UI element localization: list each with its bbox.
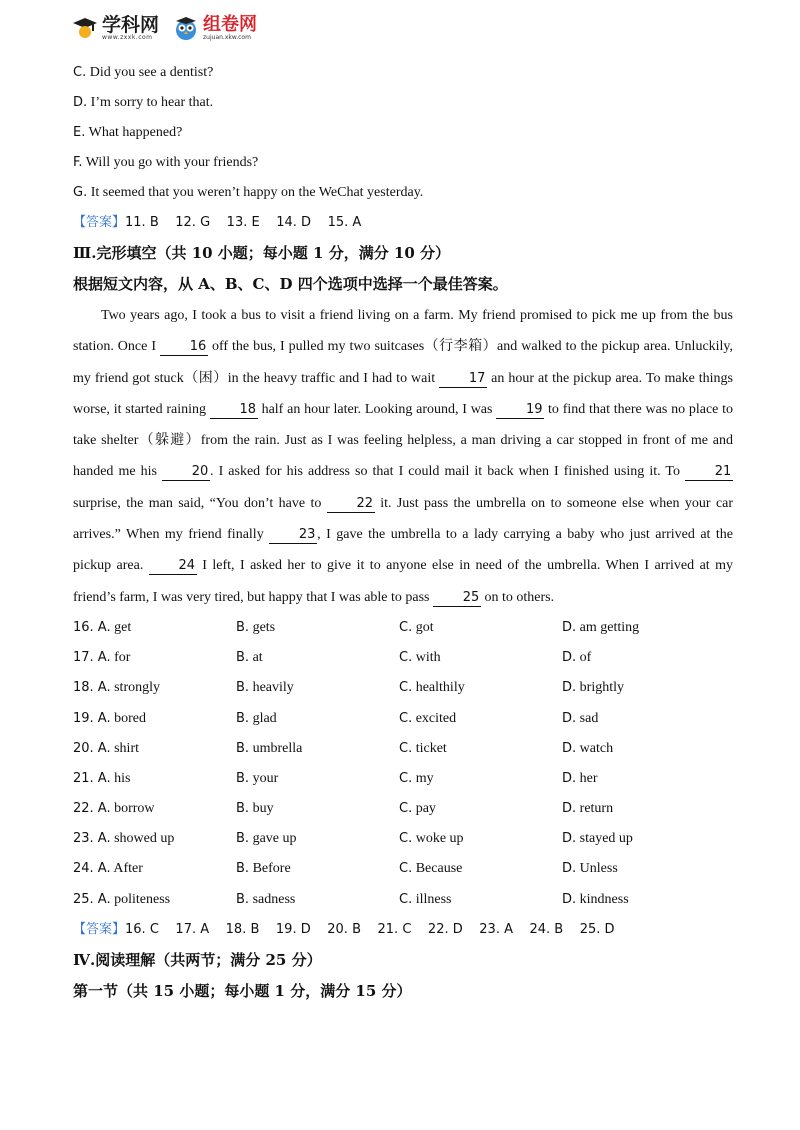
choice-label: D. [562,770,577,786]
choice-row [73,643,733,673]
choice-label: C. [399,891,413,907]
choice-label: D. [562,710,577,726]
choice-option [399,704,562,734]
choice-label: B. [236,891,250,907]
choice-option [399,824,562,854]
choice-text: glad [252,710,277,726]
choice-option [236,704,399,734]
option-letter: G. [73,185,88,200]
choice-option [399,734,562,764]
blank-21: 21 [685,464,733,481]
passage-text: surprise, the man said, “You don’t have to [73,495,322,511]
choice-option [562,824,725,854]
zujuan-logo-url: zujuan.xkw.com [203,33,251,41]
choice-text: heavily [252,680,294,696]
answer-text: 16. C 17. A 18. B 19. D 20. B 21. C 22. D 23. A 24. B 25. D [125,921,615,937]
answer-line-2 [73,915,733,945]
choice-row [73,885,733,915]
choice-text: her [579,770,598,786]
choice-text: stayed up [579,831,633,847]
choice-text: After [113,861,143,877]
choice-option [562,794,725,824]
choice-text: get [114,619,132,635]
choice-text: strongly [114,680,160,696]
choices-list [73,613,733,915]
choice-option [399,764,562,794]
section-3-title: Ⅲ.完形填空（共 10 小题；每小题 1 分，满分 10 分） [73,244,451,262]
choice-option [399,854,562,884]
choice-option [236,794,399,824]
choice-text: his [114,770,131,786]
choice-text: showed up [114,831,175,847]
choice-text: borrow [114,801,155,817]
choice-text: brightly [579,680,624,696]
choice-label: 23. A. [73,831,111,847]
choice-option [562,885,725,915]
choice-row [73,764,733,794]
choice-text: at [252,650,263,666]
choice-text: gets [252,619,276,635]
option-g [73,178,733,208]
choice-option [73,794,236,824]
choice-text: Because [415,861,463,877]
option-e [73,118,733,148]
blank-18: 18 [210,402,258,419]
choice-text: watch [579,740,614,756]
passage-text: on to others. [484,589,555,605]
choice-text: am getting [579,619,640,635]
choice-option [562,673,725,703]
choice-option [399,794,562,824]
choice-label: 22. A. [73,801,111,817]
blank-20: 20 [162,464,210,481]
choice-option [73,613,236,643]
answer-text: 11. B 12. G 13. E 14. D 15. A [125,215,362,230]
owl-icon [173,15,199,41]
choice-label: B. [236,710,250,726]
choice-text: politeness [114,891,171,907]
choice-text: shirt [114,740,139,756]
zxxk-logo [72,15,159,41]
choice-text: Unless [579,861,618,877]
blank-23: 23 [269,527,317,544]
choice-option [399,613,562,643]
choice-label: 19. A. [73,710,111,726]
section-3-instruction: 根据短文内容，从 A、B、C、D 四个选项中选择一个最佳答案。 [73,275,508,293]
option-text: Did you see a dentist? [89,65,214,80]
choice-label: B. [236,619,250,635]
document-body [73,58,733,1007]
passage-text: Two years ago, I took a bus to visit a friend living on a farm. My friend promised to pick me up from the bus station. Once I [73,308,733,355]
choice-text: my [415,770,434,786]
choice-label: 17. A. [73,650,111,666]
choice-label: 18. A. [73,680,111,696]
option-text: It seemed that you weren’t happy on the WeChat yesterday. [90,185,424,200]
cloze-passage [73,300,733,613]
choice-label: D. [562,831,577,847]
choice-label: D. [562,680,577,696]
choice-option [236,824,399,854]
choice-option [73,824,236,854]
choice-label: C. [399,680,413,696]
section-4-title: Ⅳ.阅读理解（共两节；满分 25 分） [73,950,322,969]
option-letter: E. [73,125,86,140]
answer-tag: 【答案】 [73,215,126,230]
choice-label: B. [236,861,250,877]
choice-text: pay [415,801,436,817]
passage-text: , I gave the umbrella to a lady carrying a baby who just arrived at the pickup area. [73,527,734,574]
choice-label: D. [562,861,577,877]
section-4-subtitle: 第一节（共 15 小题；每小题 1 分，满分 15 分） [73,981,412,1000]
choice-option [73,854,236,884]
choice-label: 24. A. [73,861,111,877]
choice-text: woke up [415,831,464,847]
choice-label: C. [399,801,413,817]
choice-text: your [252,770,279,786]
choice-label: D. [562,801,577,817]
option-text: I’m sorry to hear that. [90,95,214,110]
option-letter: C. [73,65,87,80]
choice-label: 21. A. [73,770,111,786]
choice-option [399,673,562,703]
choice-text: with [415,650,441,666]
passage-text: . I asked for his address so that I could mail it back when I finished using it. To [210,464,680,480]
zujuan-logo [173,15,257,41]
answer-line-1 [73,208,733,238]
choice-option [236,764,399,794]
choice-row [73,734,733,764]
blank-22: 22 [327,496,375,513]
choice-text: buy [252,801,274,817]
answer-tag: 【答案】 [73,921,126,937]
choice-option [73,885,236,915]
option-d [73,88,733,118]
blank-19: 19 [496,402,544,419]
choice-label: 20. A. [73,740,111,756]
choice-text: kindness [579,891,629,907]
choice-option [562,704,725,734]
passage-text: to find that there was no place to take shelter（躲避）from the rain. Just as I was feeling helpless, a man driving a car stopped in front of me and handed me his [73,401,734,480]
choice-option [236,734,399,764]
passage-text: it. Just pass the umbrella on to someone else when your car arrives.” When my friend finally [73,495,734,543]
choice-text: Before [252,861,291,877]
option-text: Will you go with your friends? [85,155,259,170]
choice-label: 25. A. [73,891,111,907]
choice-text: gave up [252,831,297,847]
choice-label: C. [399,650,413,666]
passage-text: off the bus, I pulled my two suitcases（行李箱）and walked to the pickup area. Unluckily, my friend got stuck（困）in the heavy traffic and I had to wait [73,339,734,386]
blank-24: 24 [149,558,197,575]
blank-25: 25 [433,590,481,607]
choice-text: umbrella [252,740,303,756]
choice-text: sad [579,710,599,726]
choice-option [73,704,236,734]
passage-text: half an hour later. Looking around, I was [261,401,493,417]
choice-option [562,764,725,794]
choice-label: B. [236,740,250,756]
choice-option [562,854,725,884]
choice-text: of [579,650,592,666]
choice-option [236,613,399,643]
option-letter: D. [73,95,88,110]
choice-text: excited [415,710,457,726]
choice-option [562,734,725,764]
choice-label: 16. A. [73,619,111,635]
zxxk-logo-url: www.zxxk.com [102,33,153,41]
choice-text: sadness [252,891,296,907]
choice-label: D. [562,740,577,756]
choice-row [73,824,733,854]
choice-label: B. [236,680,250,696]
choice-label: C. [399,710,413,726]
choice-option [73,764,236,794]
choice-row [73,673,733,703]
option-letter: F. [73,155,83,170]
choice-row [73,704,733,734]
choice-row [73,794,733,824]
choice-text: healthily [415,680,465,696]
choice-option [73,673,236,703]
choice-row [73,613,733,643]
choice-label: C. [399,831,413,847]
choice-label: B. [236,831,250,847]
zxxk-logo-name: 学科网 [102,13,160,36]
choice-text: bored [114,710,146,726]
choice-option [73,643,236,673]
choice-label: C. [399,619,413,635]
choice-text: return [579,801,614,817]
choice-label: C. [399,770,413,786]
graduation-cap-icon [72,15,98,41]
choice-label: D. [562,650,577,666]
choice-option [399,885,562,915]
choice-option [399,643,562,673]
option-c [73,58,733,88]
choice-option [236,673,399,703]
blank-17: 17 [439,371,487,388]
choice-label: C. [399,740,413,756]
passage-text: an hour at the pickup area. To make things worse, it started raining [73,370,734,417]
choice-label: D. [562,619,577,635]
choice-label: C. [399,861,413,877]
blank-16: 16 [160,339,208,356]
choice-label: B. [236,770,250,786]
choice-text: ticket [415,740,447,756]
choice-text: for [114,650,131,666]
option-text: What happened? [88,125,183,140]
choice-label: B. [236,801,250,817]
choice-option [73,734,236,764]
choice-text: got [415,619,434,635]
zujuan-logo-name: 组卷网 [203,13,258,35]
choice-label: B. [236,650,250,666]
choice-option [562,643,725,673]
choice-option [236,885,399,915]
choice-option [236,643,399,673]
choice-option [236,854,399,884]
option-f [73,148,733,178]
choice-option [562,613,725,643]
choice-row [73,854,733,884]
passage-text: I left, I asked her to give it to anyone else in need of the umbrella. When I arrived at my friend’s farm, I was very tired, but happy that I was able to pass [73,558,734,605]
page-header [72,10,257,46]
choice-text: illness [415,891,452,907]
choice-label: D. [562,891,577,907]
